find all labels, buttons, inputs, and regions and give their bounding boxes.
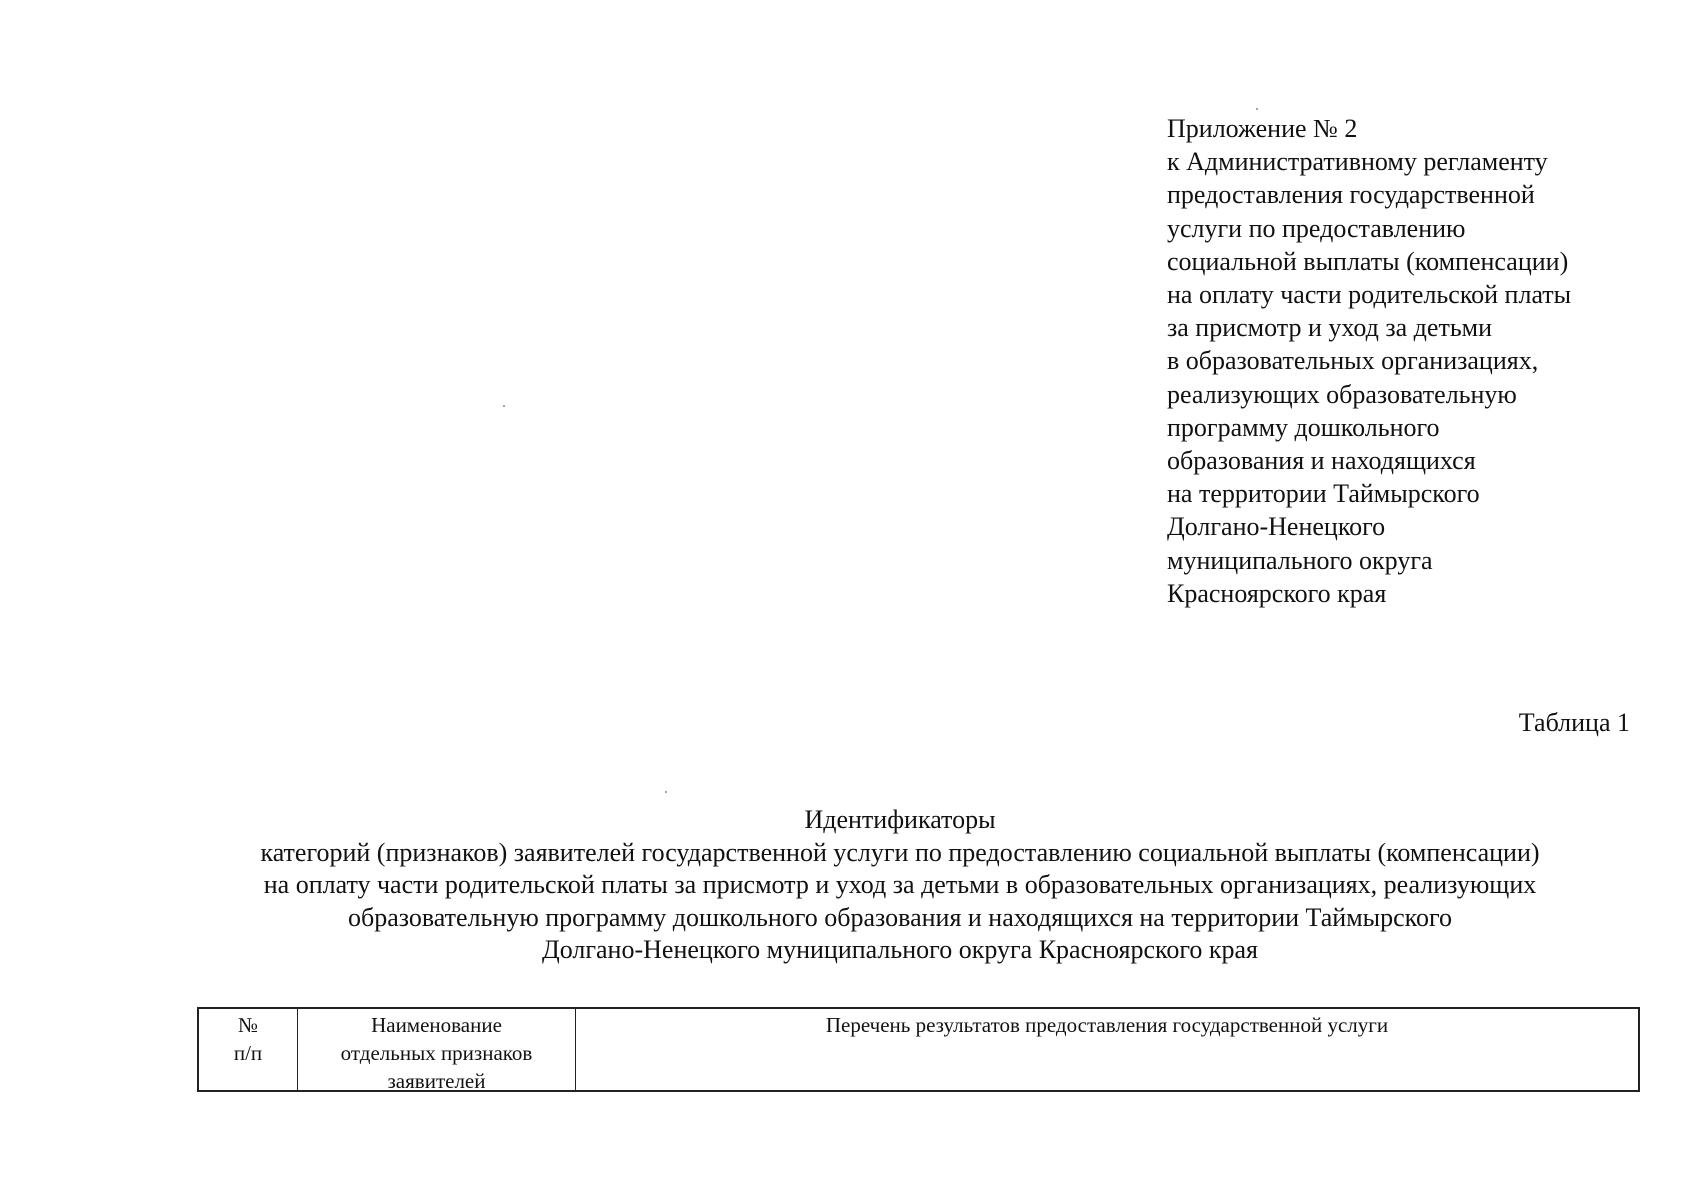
header-line: Перечень результатов предоставления государственной услуги: [825, 1013, 1389, 1037]
header-line: п/п: [233, 1041, 263, 1065]
appendix-line: на территории Таймырского: [1167, 479, 1480, 509]
appendix-line: к Административному регламенту: [1167, 147, 1548, 177]
appendix-line: реализующих образовательную: [1167, 379, 1517, 409]
header-cell-results: [576, 1009, 1638, 1090]
header-line: заявителей: [387, 1069, 486, 1093]
scan-speck: [1256, 108, 1258, 110]
table-number-label: Таблица 1: [1518, 708, 1630, 737]
appendix-line: на оплату части родительской платы: [1167, 280, 1572, 310]
header-line: отдельных признаков: [340, 1041, 533, 1065]
appendix-line: предоставления государственной: [1167, 180, 1535, 210]
title-line: Идентификаторы: [804, 805, 996, 834]
identifiers-table: [197, 1007, 1640, 1092]
appendix-block: [1167, 112, 1667, 610]
title-line: Долгано-Ненецкого муниципального округа Красноярского края: [541, 935, 1258, 964]
title-line: категорий (признаков) заявителей государственной услуги по предоставлению социальной выплаты (компенсации): [260, 837, 1540, 867]
title-line: на оплату части родительской платы за присмотр и уход за детьми в образовательных организациях, реализующих: [263, 870, 1537, 899]
appendix-line: социальной выплаты (компенсации): [1167, 246, 1569, 276]
appendix-line: Приложение № 2: [1167, 114, 1358, 143]
header-line: Наименование: [371, 1013, 502, 1037]
appendix-line: образования и находящихся: [1167, 446, 1476, 476]
header-line: №: [237, 1013, 259, 1037]
appendix-line: программу дошкольного: [1167, 412, 1440, 442]
document-title: [150, 804, 1650, 967]
scan-speck: [503, 405, 505, 407]
appendix-line: муниципального округа: [1167, 545, 1433, 575]
appendix-line: в образовательных организациях,: [1167, 346, 1539, 376]
header-cell-number: [199, 1009, 298, 1090]
appendix-line: Долгано-Ненецкого: [1167, 512, 1386, 542]
appendix-line: услуги по предоставлению: [1167, 213, 1466, 243]
scan-speck: [665, 791, 667, 793]
appendix-line: Красноярского края: [1167, 578, 1387, 608]
title-line: образовательную программу дошкольного образования и находящихся на территории Таймырского: [347, 902, 1452, 932]
appendix-line: за присмотр и уход за детьми: [1167, 313, 1493, 343]
header-cell-attribute-name: [298, 1009, 576, 1093]
